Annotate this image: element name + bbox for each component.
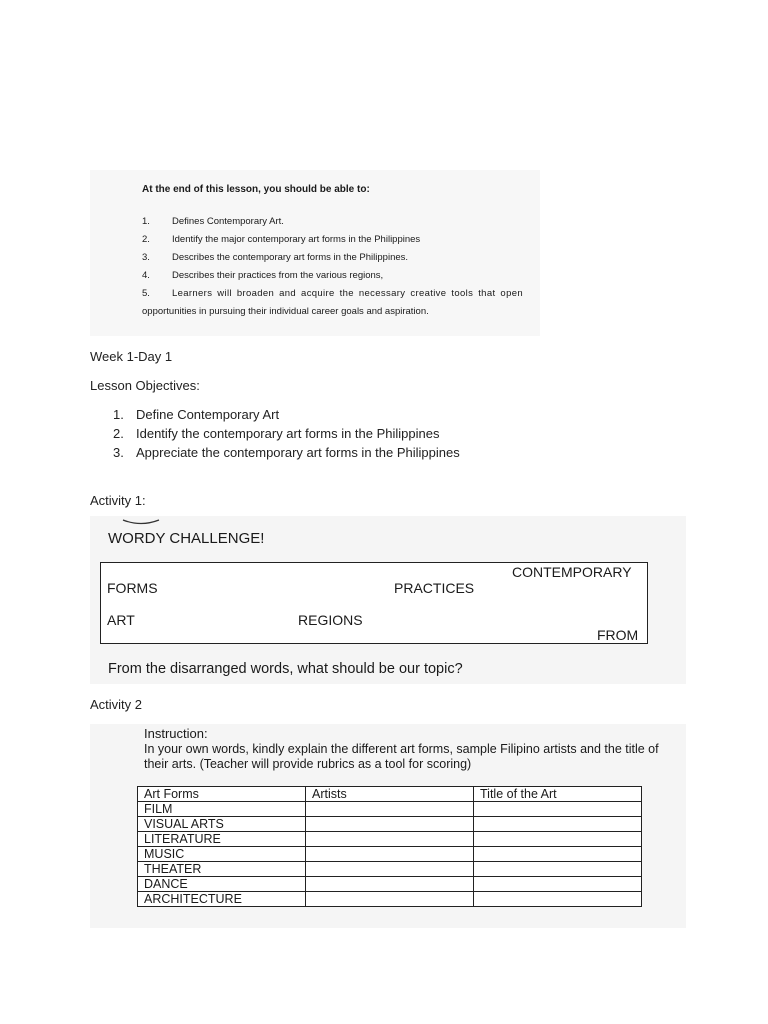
scrambled-word: PRACTICES [394, 580, 475, 596]
artist-cell[interactable] [306, 877, 474, 892]
artist-cell[interactable] [306, 847, 474, 862]
table-row [138, 892, 642, 907]
table-row [138, 862, 642, 877]
objective-number: 2. [142, 234, 150, 245]
activity2-image [90, 724, 686, 928]
lesson-objectives-label: Lesson Objectives: [90, 378, 200, 393]
art-form-cell: THEATER [138, 862, 306, 877]
artist-cell[interactable] [306, 832, 474, 847]
art-form-cell: LITERATURE [138, 832, 306, 847]
topic-question: From the disarranged words, what should be our topic? [108, 661, 463, 677]
instruction-text: In your own words, kindly explain the different art forms, sample Filipino artists and the title of their arts. (Teacher will provide rubrics as a tool for scoring) [144, 742, 659, 771]
week-label: Week 1-Day 1 [90, 349, 173, 364]
objective-continuation: opportunities in pursuing their individual career goals and aspiration. [142, 306, 429, 317]
art-form-cell: DANCE [138, 877, 306, 892]
table-header: Title of the Art [474, 787, 642, 802]
objective-text: Describes their practices from the various regions, [172, 270, 384, 281]
objective-number: 1. [142, 216, 150, 227]
objective-number: 5. [142, 288, 150, 299]
title-cell[interactable] [474, 877, 642, 892]
scrambled-word: FORMS [107, 580, 158, 596]
table-row [138, 832, 642, 847]
scrambled-word: REGIONS [298, 612, 363, 628]
lesson-objective-text: Define Contemporary Art [136, 407, 280, 422]
lesson-objective-number: 3. [113, 445, 124, 460]
title-cell[interactable] [474, 817, 642, 832]
table-header: Art Forms [138, 787, 306, 802]
title-cell[interactable] [474, 832, 642, 847]
scrambled-word: CONTEMPORARY [512, 564, 632, 580]
objective-text: Describes the contemporary art forms in the Philippines. [172, 252, 409, 263]
artist-cell[interactable] [306, 802, 474, 817]
table-row [138, 847, 642, 862]
activity2-label: Activity 2 [90, 697, 143, 712]
art-form-cell: VISUAL ARTS [138, 817, 306, 832]
artist-cell[interactable] [306, 892, 474, 907]
objective-text: Defines Contemporary Art. [172, 216, 284, 227]
scrambled-word: ART [107, 612, 135, 628]
decorative-arc-icon [122, 518, 160, 526]
table-row [138, 817, 642, 832]
activity1-label: Activity 1: [90, 493, 146, 508]
word-box [100, 562, 648, 644]
lesson-objective-text: Appreciate the contemporary art forms in the Philippines [136, 445, 460, 460]
instruction-label: Instruction: [144, 726, 208, 741]
activity1-image [90, 516, 686, 684]
art-forms-table [137, 786, 642, 907]
table-header: Artists [306, 787, 474, 802]
objective-text: Learners will broaden and acquire the necessary creative tools that open [172, 288, 523, 299]
title-cell[interactable] [474, 847, 642, 862]
art-form-cell: MUSIC [138, 847, 306, 862]
lesson-objective-text: Identify the contemporary art forms in the Philippines [136, 426, 440, 441]
art-form-cell: FILM [138, 802, 306, 817]
table-header-row [138, 787, 642, 802]
objectives-heading: At the end of this lesson, you should be able to: [142, 184, 370, 195]
title-cell[interactable] [474, 862, 642, 877]
title-cell[interactable] [474, 892, 642, 907]
lesson-objective-number: 2. [113, 426, 124, 441]
objective-number: 4. [142, 270, 150, 281]
art-form-cell: ARCHITECTURE [138, 892, 306, 907]
table-row [138, 802, 642, 817]
title-cell[interactable] [474, 802, 642, 817]
lesson-objective-number: 1. [113, 407, 124, 422]
wordy-challenge-title: WORDY CHALLENGE! [108, 530, 265, 547]
artist-cell[interactable] [306, 817, 474, 832]
table-row [138, 877, 642, 892]
objective-number: 3. [142, 252, 150, 263]
objective-text: Identify the major contemporary art forms in the Philippines [172, 234, 421, 245]
objectives-image [90, 170, 540, 336]
artist-cell[interactable] [306, 862, 474, 877]
scrambled-word: FROM [597, 627, 639, 643]
